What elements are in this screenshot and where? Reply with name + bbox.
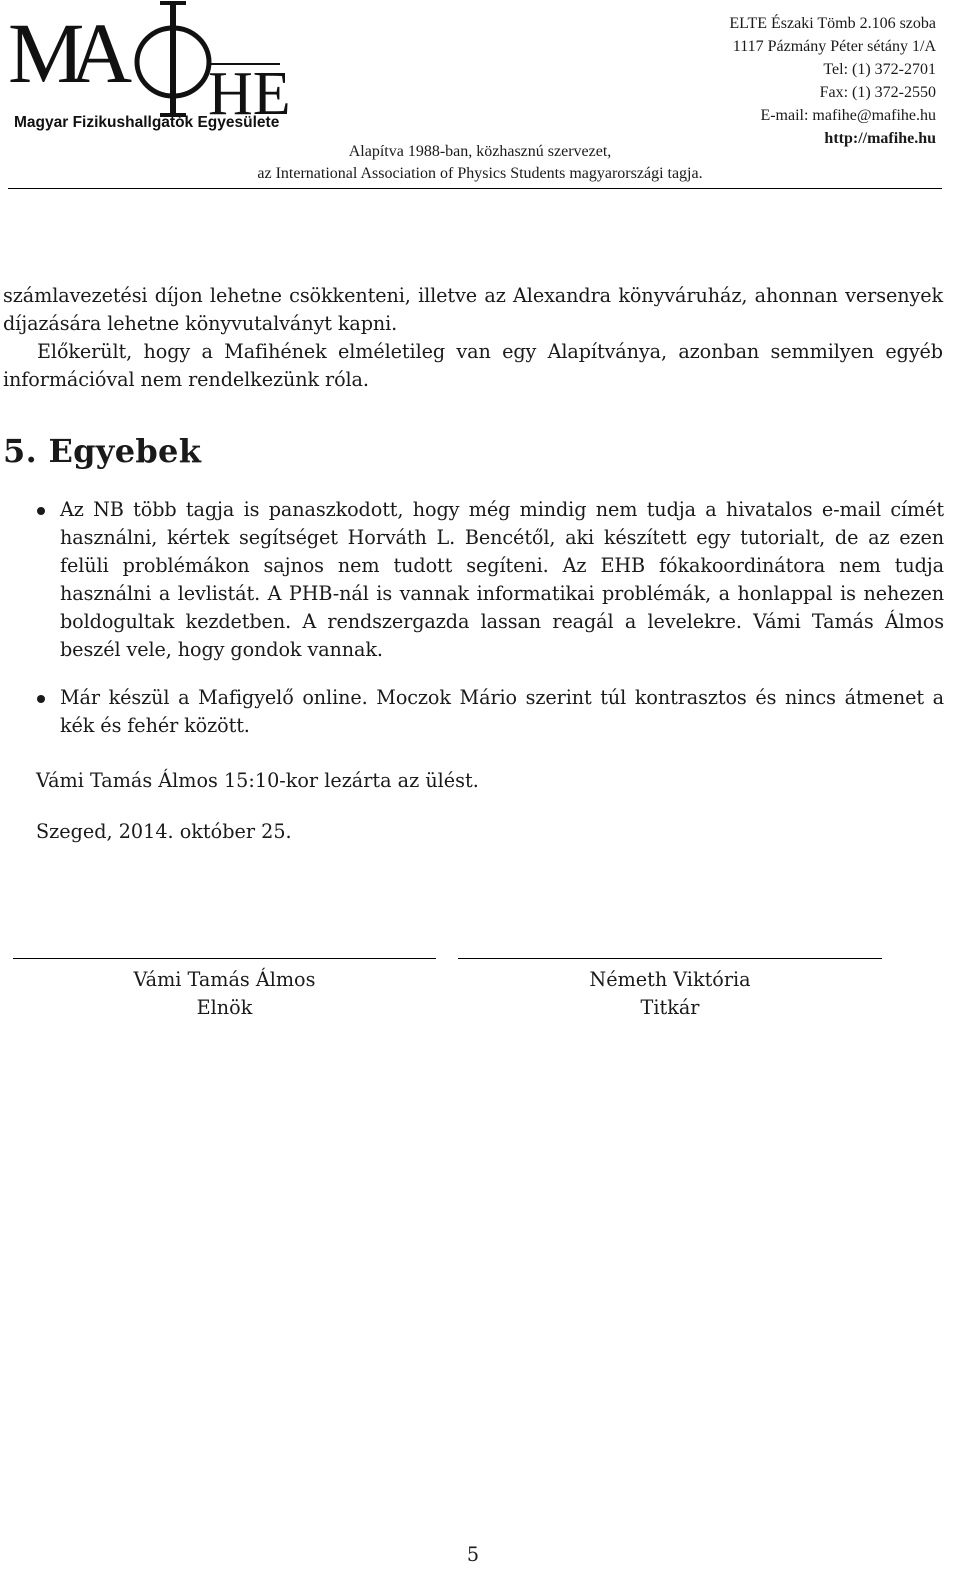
closing-statement: Vámi Tamás Álmos 15:10-kor lezárta az ülést. xyxy=(36,769,479,792)
place-date: Szeged, 2014. október 25. xyxy=(36,820,292,843)
bullet-item-email-issues: Az NB több tagja is panaszkodott, hogy még mindig nem tudja a hivatalos e-mail címét használni, kértek segítséget Horváth L. Bencétől, aki készített egy tutorialt, de az ezen felüli problémákon sajnos nem tudott segíteni. Az EHB fókakoordinátora nem tudja használni a levlistát. A PHB-nál is vannak informatikai problémák, a honlappal is nehezen boldogultak kezdetben. A rendszergazda lassan reagál a levelekre. Vámi Tamás Álmos beszél vele, hogy gondok vannak. xyxy=(60,498,944,661)
signature-role-president: Elnök xyxy=(196,996,253,1019)
section-heading: 5. Egyebek xyxy=(3,432,202,470)
contact-building: ELTE Északi Tömb 2.106 szoba xyxy=(729,15,936,32)
tagline xyxy=(0,141,960,185)
contact-address: 1117 Pázmány Péter sétány 1/A xyxy=(732,38,936,55)
signature-role-secretary: Titkár xyxy=(640,996,700,1019)
page-number: 5 xyxy=(466,1543,480,1566)
svg-text:A: A xyxy=(70,5,133,101)
signature-line-president xyxy=(13,958,436,959)
contact-website-link[interactable]: http://mafihe.hu xyxy=(824,130,936,147)
svg-text:M: M xyxy=(8,5,83,101)
bullet-dot xyxy=(37,507,45,515)
signature-name-secretary: Németh Viktória xyxy=(589,968,751,991)
header-divider xyxy=(8,188,942,189)
paragraph-foundation: Előkerült, hogy a Mafihének elméletileg van egy Alapítványa, azonban semmilyen egyéb információval nem rendelkezünk róla. xyxy=(3,340,943,391)
organization-name: Magyar Fizikushallgatók Egyesülete xyxy=(14,114,280,131)
paragraph-continuation: számlavezetési díjon lehetne csökkenteni, illetve az Alexandra könyváruház, ahonnan versenyek díjazására lehetne könyvutalványt kapni. xyxy=(3,284,943,335)
signature-name-president: Vámi Tamás Álmos xyxy=(133,968,316,991)
contact-block xyxy=(729,12,936,150)
contact-tel: Tel: (1) 372-2701 xyxy=(823,61,936,78)
contact-email[interactable]: E-mail: mafihe@mafihe.hu xyxy=(760,107,936,124)
tagline-line2: az International Association of Physics Students magyarországi tagja. xyxy=(257,165,703,182)
bullet-dot xyxy=(37,695,45,703)
bullet-item-mafigyelo: Már készül a Mafigyelő online. Moczok Mário szerint túl kontrasztos és nincs átmenet a kék és fehér között. xyxy=(60,686,944,737)
contact-fax: Fax: (1) 372-2550 xyxy=(819,84,936,101)
signature-line-secretary xyxy=(458,958,882,959)
tagline-line1: Alapítva 1988-ban, közhasznú szervezet, xyxy=(348,143,612,160)
svg-text:HE: HE xyxy=(208,60,291,128)
